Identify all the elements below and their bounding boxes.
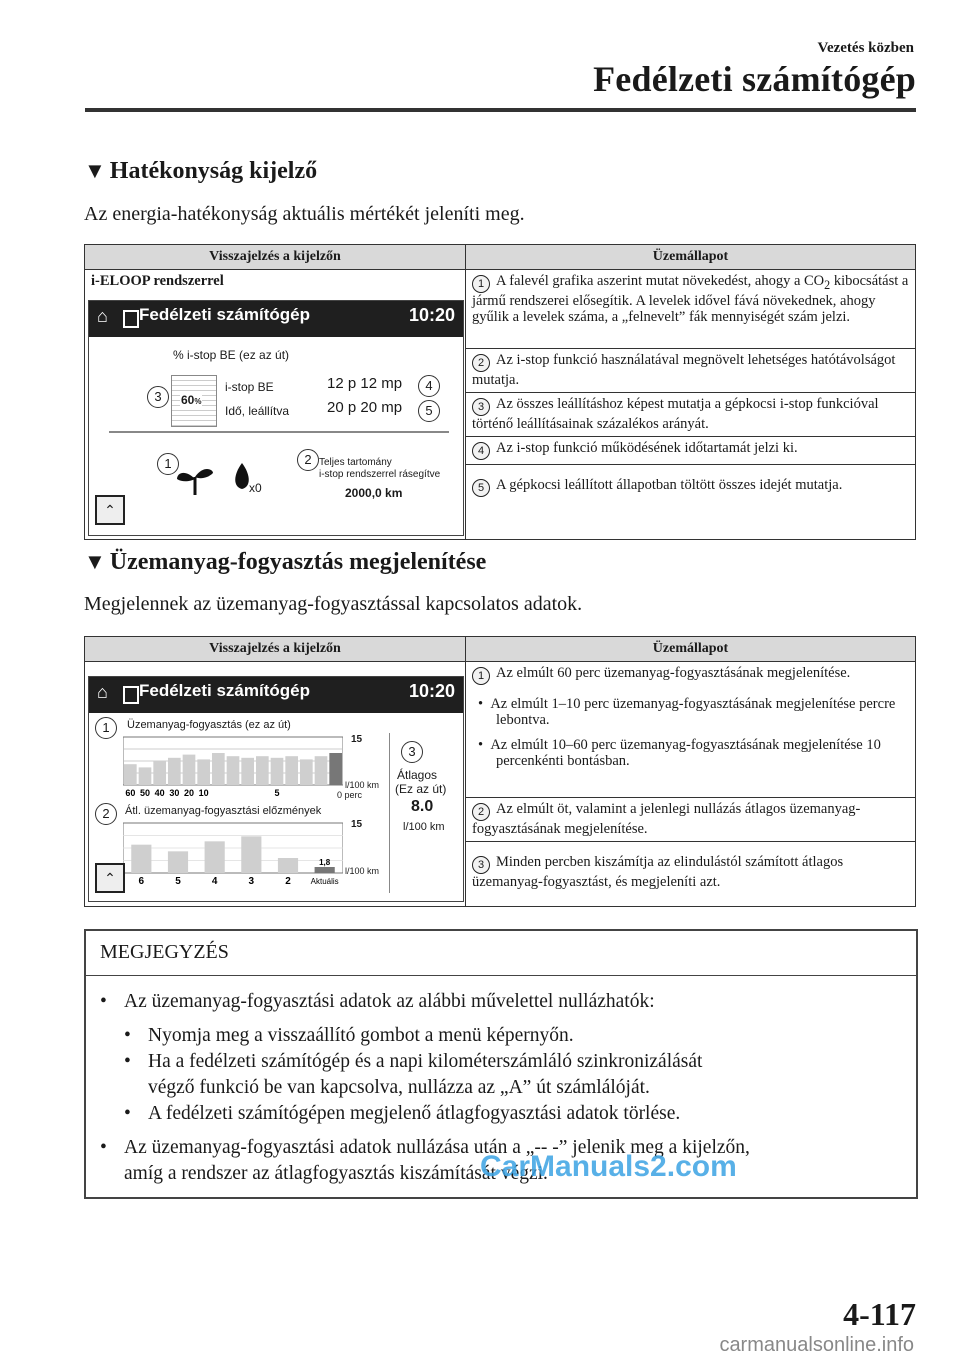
row-text: A gépkocsi leállított állapotban töltött összes idejét mutatja. — [496, 477, 843, 493]
column-header-status: Üzemállapot — [466, 637, 916, 662]
gauge-value: 60 — [181, 393, 195, 407]
display-cell — [85, 662, 466, 907]
chart1-bar — [315, 756, 328, 785]
note-sub-3: • A fedélzeti számítógépen megjelenő átlagfogyasztási adatok törlése. — [124, 1103, 681, 1124]
range-label-1: Teljes tartomány — [319, 457, 392, 468]
range-label-2: i-stop rendszerrel rásegítve — [319, 469, 441, 480]
row-text: Az i-stop funkció működésének időtartamát jelzi ki. — [496, 440, 798, 456]
row-text: Az i-stop funkció használatával megnövelt lehetséges hatótávolságot mutatja. — [472, 352, 896, 388]
row-number: 3 — [472, 398, 490, 416]
range-value: 2000,0 km — [345, 486, 403, 500]
chart1-bar — [124, 764, 137, 785]
efficiency-screen — [88, 300, 464, 536]
chart2-tick-label: 3 — [248, 876, 255, 885]
callout-1: 1 — [95, 717, 117, 739]
status-row-3 — [466, 842, 916, 907]
back-button[interactable]: ⌃ — [95, 495, 125, 525]
bullet-1: • Az elmúlt 1–10 perc üzemanyag-fogyasztásának megjelenítése percre lebontva. — [478, 696, 896, 728]
screen-title: Fedélzeti számítógép — [139, 681, 310, 700]
chart1-bar — [139, 767, 152, 785]
section-title-fuel: ▼ Üzemanyag-fogyasztás megjelenítése — [84, 549, 487, 575]
chart2-data-label: 1,8 — [319, 858, 331, 867]
watermark: CarManuals2.com — [480, 1150, 737, 1183]
chart2-tick-label: 2 — [285, 876, 291, 885]
page-number: 4-117 — [843, 1296, 916, 1332]
chart2-unit: l/100 km — [345, 866, 380, 876]
running-header-section: Vezetés közben — [817, 40, 914, 56]
chart1-tick-label: 30 — [169, 788, 180, 797]
note-header — [86, 931, 916, 976]
chart2-label: Átl. üzemanyag-fogyasztási előzmények — [125, 805, 322, 817]
computer-icon — [123, 310, 139, 328]
section-intro-efficiency: Az energia-hatékonyság aktuális mértékét jeleníti meg. — [84, 203, 525, 225]
home-icon: ⌂ — [97, 306, 108, 326]
row-text: Az elmúlt 60 perc üzemanyag-fogyasztásának megjelenítése. — [496, 665, 851, 681]
row-number: 5 — [472, 479, 490, 497]
chart2-tick-label: 6 — [138, 876, 145, 885]
chart1-bar — [227, 756, 240, 785]
chart1-unit: l/100 km — [345, 780, 380, 790]
screen-clock: 10:20 — [408, 681, 455, 701]
chart1-max: 15 — [351, 734, 363, 745]
row-text: Az összes leállításhoz képest mutatja a gépkocsi i-stop funkcióval történő leállításainak százalékos arányát. — [472, 396, 879, 432]
istop-gauge — [171, 375, 217, 427]
chart2-plot — [123, 821, 343, 885]
eloop-label: i-ELOOP rendszerrel — [91, 273, 224, 289]
row-number: 1 — [472, 667, 490, 685]
row-number: 2 — [472, 354, 490, 372]
chart2-bar — [241, 836, 261, 873]
row-text: Az elmúlt öt, valamint a jelenlegi nullázás átlagos üzemanyag-fogyasztásának megjelenítése. — [472, 801, 861, 838]
note-bullet-2-cont: amíg a rendszer az átlagfogyasztás kiszámítását végzi. — [124, 1163, 548, 1184]
screen-clock: 10:20 — [408, 305, 455, 325]
back-button[interactable]: ⌃ — [95, 863, 125, 893]
chart1-bar — [241, 758, 254, 785]
co2-text: CO — [804, 273, 825, 289]
note-bullet-1: • Az üzemanyag-fogyasztási adatok az alábbi művelettel nullázhatók: — [100, 991, 655, 1012]
note-bullet-2: • Az üzemanyag-fogyasztási adatok nullázása után a „-- -” jelenik meg a kijelzőn, — [100, 1137, 750, 1158]
note-sub-2: • Ha a fedélzeti számítógép és a napi kilométerszámláló szinkronizálását — [124, 1051, 703, 1072]
note-sub-2-cont: végző funkció be van kapcsolva, nullázza az „A” út számlálóját. — [148, 1077, 650, 1098]
gauge-unit: % — [194, 397, 202, 406]
status-row-1 — [466, 270, 916, 349]
chart1-tick-label: 60 — [125, 788, 136, 797]
chart1-zero: 0 perc — [337, 790, 363, 800]
chart2-bar — [168, 851, 188, 873]
status-row-1 — [466, 662, 916, 798]
chart1-bar — [183, 755, 196, 785]
avg-unit: l/100 km — [403, 821, 445, 833]
efficiency-table — [84, 244, 916, 540]
chart1-bar — [153, 761, 166, 785]
header-rule — [85, 108, 916, 112]
chart2-tick-label: 5 — [175, 876, 181, 885]
chart1-tick-label: 20 — [183, 788, 195, 797]
row-text: kibocsátást a jármű rendszerei elősegítik. A levelek idővel fává növekednek, ahogy gyűlik a levelek száma, a „felnevelt” fák mennyiségét szám jelzi. — [472, 273, 909, 325]
callout-1: 1 — [157, 453, 179, 475]
screen-title: Fedélzeti számítógép — [139, 305, 310, 324]
chart1-bar — [197, 759, 210, 785]
istop-header: % i-stop BE (ez az út) — [173, 348, 290, 362]
chart2-bar — [131, 845, 151, 873]
status-row-2 — [466, 798, 916, 842]
chart2-max: 15 — [351, 819, 363, 830]
ido-value: 20 p 20 mp — [327, 399, 403, 416]
note-sub-1: • Nyomja meg a visszaállító gombot a menü képernyőn. — [124, 1025, 574, 1046]
chart1-bar — [285, 756, 298, 785]
status-row-5 — [466, 465, 916, 540]
chart1-bar — [256, 756, 269, 785]
chart1-label: Üzemanyag-fogyasztás (ez az út) — [127, 719, 291, 731]
avg-value: 8.0 — [411, 798, 434, 815]
status-row-4 — [466, 437, 916, 465]
row-number: 4 — [472, 442, 490, 460]
status-row-2 — [466, 349, 916, 393]
computer-icon — [123, 686, 139, 704]
chart2-tick-label: Aktuális — [310, 877, 339, 885]
chart1-tick-label: 10 — [198, 788, 209, 797]
row-text: Minden percben kiszámítja az elindulástól számított átlagos üzemanyag-fogyasztást, és megjeleníti azt. — [472, 854, 844, 891]
running-header-title: Fedélzeti számítógép — [593, 59, 916, 99]
section-title-efficiency: ▼ Hatékonyság kijelző — [84, 158, 318, 184]
callout-2: 2 — [297, 449, 319, 471]
chart2-bar — [205, 841, 225, 873]
fuel-screen — [88, 676, 464, 902]
chart1-bar — [212, 753, 225, 785]
section-intro-fuel: Megjelennek az üzemanyag-fogyasztással kapcsolatos adatok. — [84, 593, 583, 615]
screen-title-bar — [89, 677, 463, 713]
fuel-table — [84, 636, 916, 907]
row-number: 2 — [472, 803, 490, 821]
chart2-bar — [315, 867, 335, 873]
co2-subscript: 2 — [824, 277, 831, 292]
column-header-display: Visszajelzés a kijelzőn — [85, 637, 466, 662]
istop-be-value: 12 p 12 mp — [327, 375, 403, 392]
leaf-count: x0 — [249, 481, 262, 495]
status-row-3 — [466, 393, 916, 437]
divider — [109, 431, 449, 433]
chart1-bar — [271, 758, 284, 785]
home-icon: ⌂ — [97, 682, 108, 702]
divider — [389, 733, 390, 893]
display-cell — [85, 270, 466, 540]
chart1-bar — [168, 758, 181, 785]
column-header-display: Visszajelzés a kijelzőn — [85, 245, 466, 270]
ido-label: Idő, leállítva — [225, 404, 290, 418]
callout-3: 3 — [401, 741, 423, 763]
chart2-tick-label: 4 — [211, 876, 218, 885]
chart1-tick-label: 50 — [139, 788, 151, 797]
avg-label-1: Átlagos — [397, 768, 438, 782]
callout-4: 4 — [418, 375, 440, 397]
chart2-bar — [278, 858, 298, 873]
chart1-bar — [300, 759, 313, 785]
chart1-tick-label: 5 — [274, 788, 280, 797]
row-text: A falevél grafika aszerint mutat növekedést, ahogy a — [496, 273, 805, 289]
footer-watermark: carmanualsonline.info — [719, 1334, 914, 1356]
bullet-2: • Az elmúlt 10–60 perc üzemanyag-fogyasztásának megjelenítése 10 percenkénti bontásban. — [478, 737, 881, 769]
row-number: 1 — [472, 275, 490, 293]
screen-title-bar — [89, 301, 463, 337]
row-number: 3 — [472, 856, 490, 874]
chart1-bar — [329, 753, 342, 785]
callout-3: 3 — [147, 386, 169, 408]
callout-2: 2 — [95, 803, 117, 825]
callout-5: 5 — [418, 400, 440, 422]
istop-be-label: i-stop BE — [225, 380, 274, 394]
chart1-plot — [123, 735, 343, 797]
column-header-status: Üzemállapot — [466, 245, 916, 270]
note-title: MEGJEGYZÉS — [100, 941, 229, 963]
sprout-icon — [175, 461, 215, 497]
avg-label-2: (Ez az út) — [395, 782, 447, 796]
chart1-tick-label: 40 — [154, 788, 165, 797]
